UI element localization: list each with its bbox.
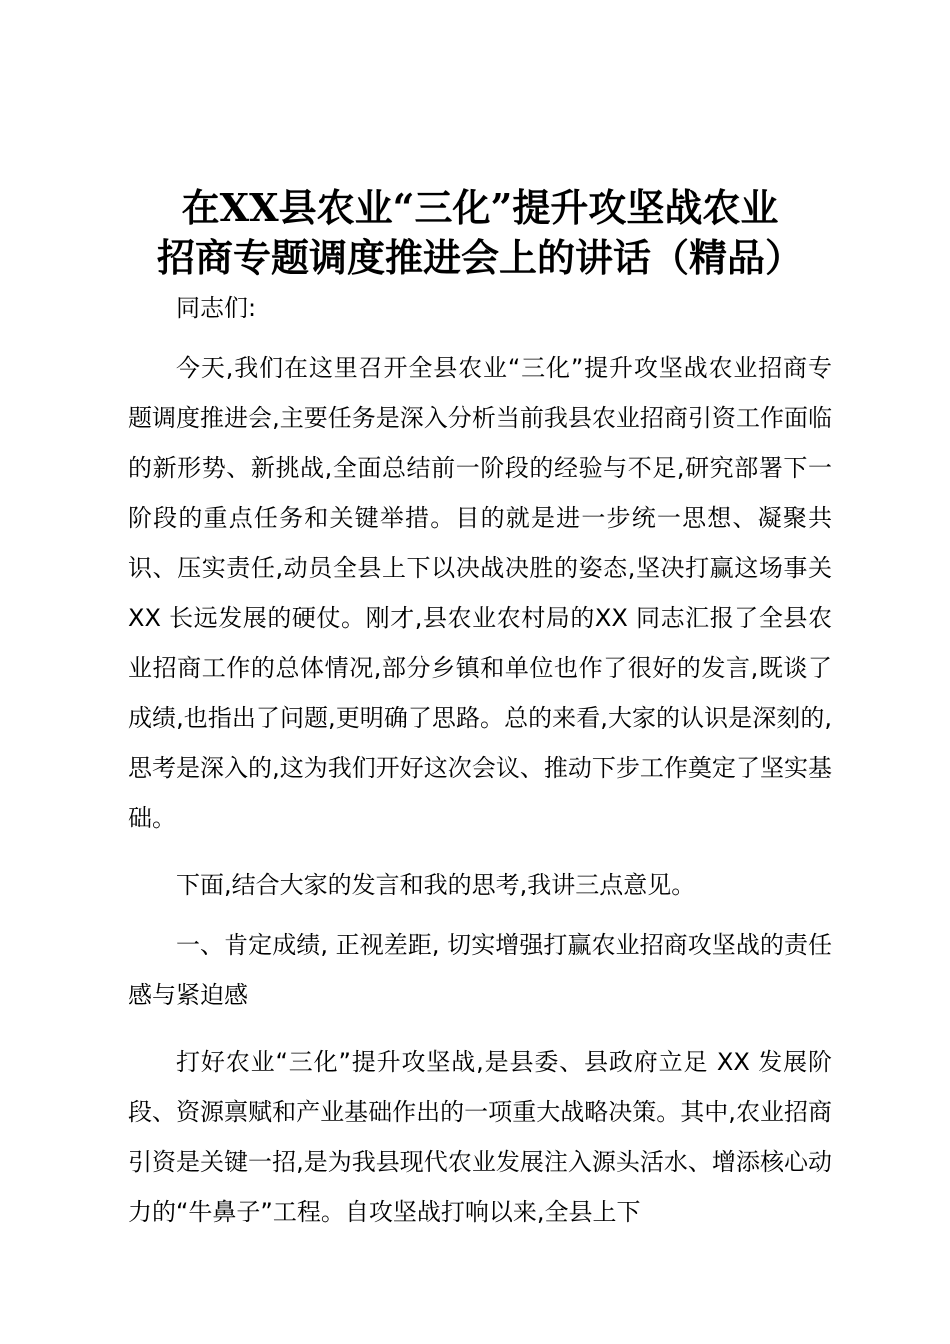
- paragraph-section-1: 打好农业“三化”提升攻坚战,是县委、县政府立足 XX 发展阶段、资源禀赋和产业基础作出的一项重大战略决策。其中,农业招商引资是关键一招,是为我县现代农业发展注入源头活水、增添核心动力的“牛鼻子”工程。自攻坚战打响以来,全县上下: [128, 1048, 832, 1226]
- document-body: [128, 283, 832, 1237]
- document-title: [128, 183, 832, 283]
- title-line-1: 在XX县农业“三化”提升攻坚战农业: [181, 185, 779, 230]
- paragraph-opening: 今天,我们在这里召开全县农业“三化”提升攻坚战农业招商专题调度推进会,主要任务是深入分析当前我县农业招商引资工作面临的新形势、新挑战,全面总结前一阶段的经验与不足,研究部署下一阶段的重点任务和关键举措。目的就是进一步统一思想、凝聚共识、压实责任,动员全县上下以决战决胜的姿态,坚决打赢这场事关 XX 长远发展的硬仗。刚才,县农业农村局的XX 同志汇报了全县农业招商工作的总体情况,部分乡镇和单位也作了很好的发言,既谈了成绩,也指出了问题,更明确了思路。总的来看,大家的认识是深刻的,思考是深入的,这为我们开好这次会议、推动下步工作奠定了坚实基础。: [128, 354, 832, 832]
- section-heading-1: 一、肯定成绩, 正视差距, 切实增强打赢农业招商攻坚战的责任感与紧迫感: [128, 931, 832, 1009]
- title-line-2: 招商专题调度推进会上的讲话（精品）: [156, 235, 803, 280]
- paragraph-intro-points: 下面,结合大家的发言和我的思考,我讲三点意见。: [176, 871, 696, 899]
- salutation: 同志们:: [176, 294, 257, 322]
